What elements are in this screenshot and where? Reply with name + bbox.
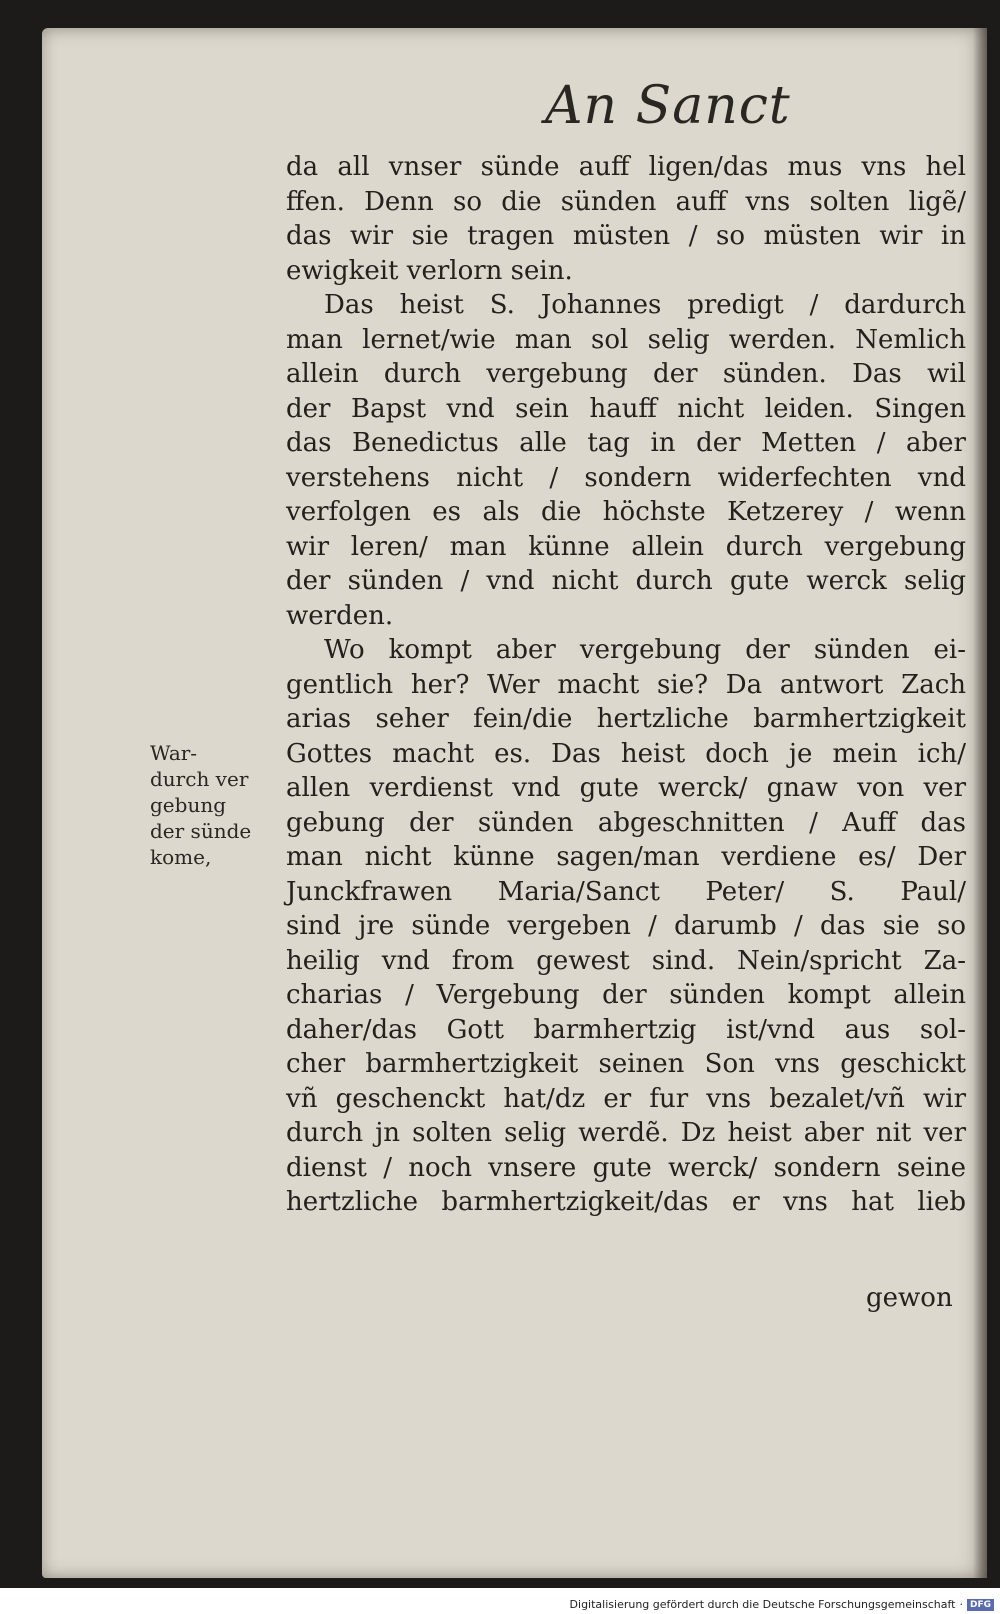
text-line: das Benedictus alle tag in der Metten / aber xyxy=(286,428,966,458)
text-line: hertzliche barmhertzigkeit/das er vns hat lieb xyxy=(286,1187,966,1217)
text-line: gentlich her? Wer macht sie? Da antwort Zach xyxy=(286,669,966,700)
text-line: sind jre sünde vergeben / darumb / das sie so xyxy=(286,911,966,941)
text-line: daher/das Gott barmhertzig ist/vnd aus sol- xyxy=(286,1014,966,1045)
text-line: man lernet/wie man sol selig werden. Nemlich xyxy=(286,324,966,355)
text-line: Wo kompt aber vergebung der sünden ei- xyxy=(324,635,966,665)
text-line: der sünden / vnd nicht durch gute werck selig xyxy=(286,566,966,596)
text-line: wir leren/ man künne allein durch vergebung xyxy=(286,531,966,562)
text-line: allen verdienst vnd gute werck/ gnaw von ver xyxy=(286,773,966,803)
marginal-note-line: gebung xyxy=(150,793,227,817)
text-line: arias seher fein/die hertzliche barmhertzigkeit xyxy=(286,704,966,734)
text-line: gebung der sünden abgeschnitten / Auff das xyxy=(286,807,966,838)
marginal-note-line: der sünde xyxy=(150,819,252,843)
catchword: gewon xyxy=(866,1283,953,1313)
page-header-title: An Sanct xyxy=(545,76,791,136)
text-line: vñ geschenckt hat/dz er fur vns bezalet/vñ wir xyxy=(286,1083,966,1114)
text-line: Junckfrawen Maria/Sanct Peter/ S. Paul/ xyxy=(286,876,966,907)
digitization-credit xyxy=(570,1598,994,1611)
text-line: verstehens nicht / sondern widerfechten vnd xyxy=(286,462,966,493)
credit-separator: · xyxy=(959,1598,963,1611)
text-line: der Bapst vnd sein hauff nicht leiden. Singen xyxy=(286,393,966,424)
text-line: ewigkeit verlorn sein. xyxy=(286,255,573,286)
text-line: da all vnser sünde auff ligen/das mus vns hel xyxy=(286,152,966,182)
text-line: das wir sie tragen müsten / so müsten wir in xyxy=(286,221,966,251)
marginal-note-line: War- xyxy=(150,741,198,765)
text-line: durch jn solten selig werdẽ. Dz heist aber nit ver xyxy=(286,1118,966,1148)
dfg-logo: DFG xyxy=(967,1599,994,1611)
text-line: allein durch vergebung der sünden. Das wil xyxy=(286,359,966,389)
text-line: werden. xyxy=(286,600,394,631)
text-line: dienst / noch vnsere gute werck/ sondern seine xyxy=(286,1152,966,1183)
text-line: ffen. Denn so die sünden auff vns solten ligẽ/ xyxy=(286,186,966,217)
page-gutter-shadow xyxy=(973,28,987,1578)
marginal-note-line: kome, xyxy=(150,845,212,869)
marginal-note-line: durch ver xyxy=(150,767,249,791)
credit-text: Digitalisierung gefördert durch die Deutsche Forschungsgemeinschaft xyxy=(569,1598,956,1611)
marginal-note xyxy=(150,740,278,870)
text-line: man nicht künne sagen/man verdiene es/ Der xyxy=(286,842,966,872)
text-line: verfolgen es als die höchste Ketzerey / wenn xyxy=(286,497,966,527)
body-text-block xyxy=(286,150,966,1220)
text-line: Gottes macht es. Das heist doch je mein ich/ xyxy=(286,738,966,769)
text-line: Das heist S. Johannes predigt / dardurch xyxy=(324,290,966,320)
text-line: charias / Vergebung der sünden kompt allein xyxy=(286,980,966,1010)
text-line: heilig vnd from gewest sind. Nein/spricht Za- xyxy=(286,945,966,976)
text-line: cher barmhertzigkeit seinen Son vns geschickt xyxy=(286,1049,966,1079)
